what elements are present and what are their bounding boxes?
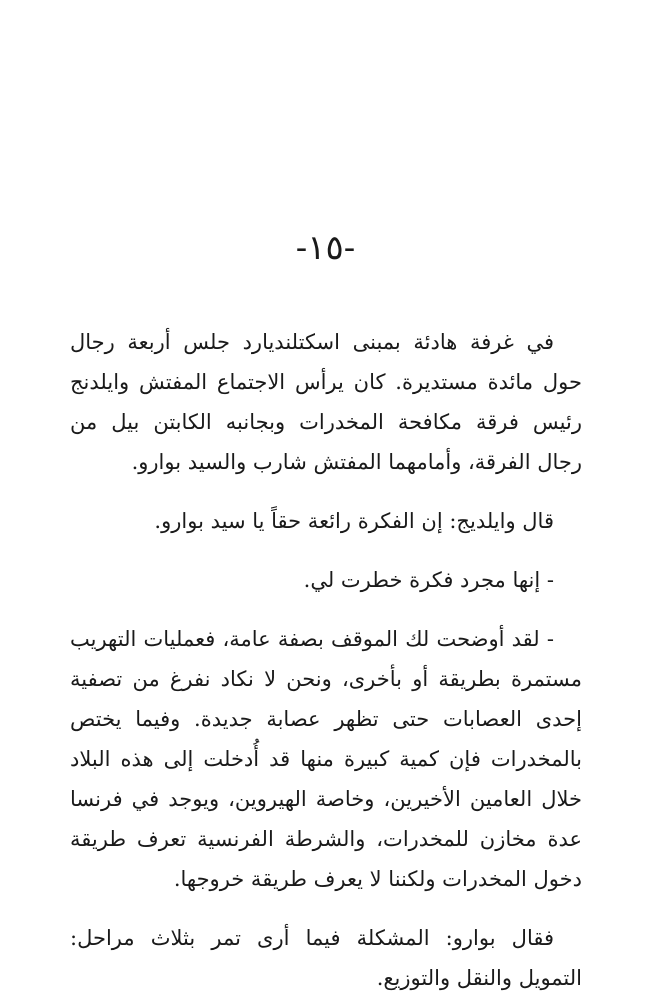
paragraph-1: في غرفة هادئة بمبنى اسكتلنديارد جلس أربعة رجال حول مائدة مستديرة. كان يرأس الاجتماع المفتش وايلدنج رئيس فرقة مكافحة المخدرات وبجانبه الكابتن بيل من رجال الفرقة، وأمامهما المفتش شارب والسيد بوارو.: [70, 330, 582, 474]
paragraph-5: فقال بوارو: المشكلة فيما أرى تمر بثلاث مراحل: التمويل والنقل والتوزيع.: [70, 926, 582, 990]
chapter-number: -١٥-: [295, 228, 356, 268]
paragraph-4: - لقد أوضحت لك الموقف بصفة عامة، فعمليات التهريب مستمرة بطريقة أو بأخرى، ونحن لا نكاد نفرغ من تصفية إحدى العصابات حتى تظهر عصابة جديدة. وفيما يختص بالمخدرات فإن كمية كبيرة منها قد أُدخلت إلى هذه البلاد خلال العامين الأخيرين، وخاصة الهيروين، ويوجد في فرنسا عدة مخازن للمخدرات، والشرطة الفرنسية تعرف طريقة دخول المخدرات ولكننا لا يعرف طريقة خروجها.: [70, 627, 582, 891]
body-text: [70, 322, 582, 998]
paragraph-3: - إنها مجرد فكرة خطرت لي.: [303, 568, 554, 592]
paragraph-2: قال وايلديج: إن الفكرة رائعة حقاً يا سيد بوارو.: [154, 509, 554, 533]
